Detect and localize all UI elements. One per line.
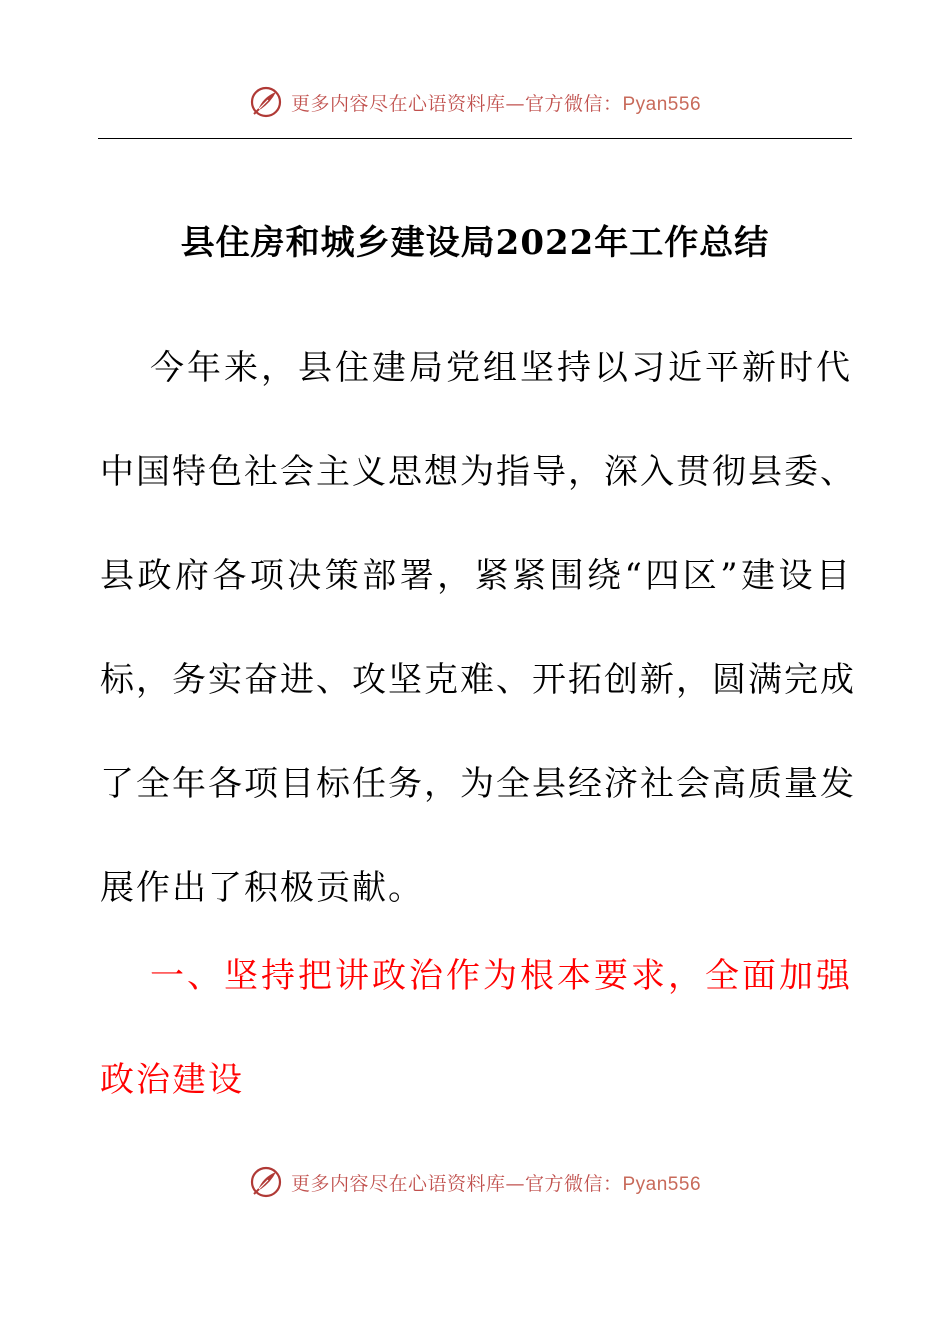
header-watermark: [0, 78, 950, 126]
paragraph-line: 中国特色社会主义思想为指导，深入贯彻县委、: [100, 452, 856, 492]
watermark-text: 更多内容尽在心语资料库—官方微信：Pyan556: [290, 1172, 702, 1195]
heading-line: 政治建设: [100, 1060, 244, 1100]
paragraph-line: 展作出了积极贡献。: [100, 868, 424, 908]
heading-line: 一、坚持把讲政治作为根本要求，全面加强: [150, 956, 852, 996]
quill-logo-icon: [249, 1165, 283, 1199]
paragraph-line: 了全年各项目标任务，为全县经济社会高质量发: [100, 764, 856, 804]
footer-watermark: [0, 1158, 950, 1206]
section-heading-1: [100, 924, 852, 1132]
paragraph-line: 今年来，县住建局党组坚持以习近平新时代: [150, 348, 852, 388]
intro-paragraph: [100, 316, 856, 940]
paragraph-line: 县政府各项决策部署，紧紧围绕“四区”建设目: [100, 556, 852, 596]
paragraph-line: 标，务实奋进、攻坚克难、开拓创新，圆满完成: [100, 660, 856, 700]
document-title: 县住房和城乡建设局2022年工作总结: [180, 223, 770, 263]
watermark-text: 更多内容尽在心语资料库—官方微信：Pyan556: [290, 92, 702, 115]
header-divider: [98, 138, 852, 139]
quill-logo-icon: [249, 85, 283, 119]
